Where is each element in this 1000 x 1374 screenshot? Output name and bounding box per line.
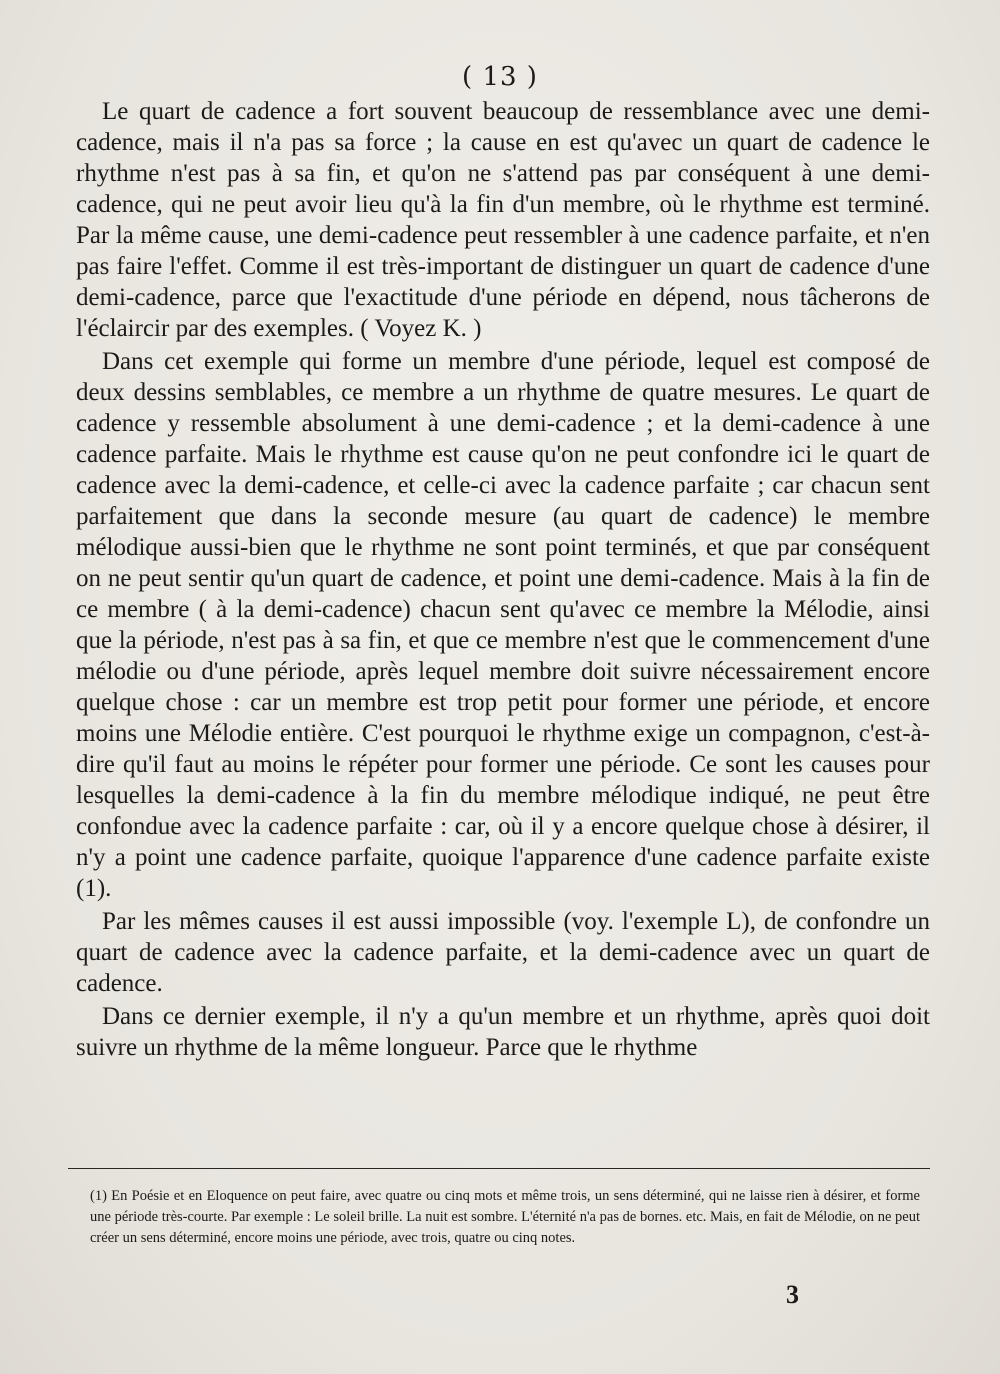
paragraph-4: Dans ce dernier exemple, il n'y a qu'un membre et un rhythme, après quoi doit suivre un rhythme de la même longueur. Parce que le rhythme: [76, 1003, 930, 1061]
body-text: [76, 96, 930, 1063]
footnote: (1) En Poésie et en Eloquence on peut faire, avec quatre ou cinq mots et même trois, un sens déterminé, qui ne laisse rien à désirer, et forme une période très-courte. Par exemple : Le soleil brille. La nuit est sombre. L'éternité n'a pas de bornes. etc. Mais, en fait de Mélodie, on ne peut créer un sens déterminé, encore moins une période, avec trois, quatre ou cinq notes.: [90, 1188, 920, 1246]
paragraph-2: Dans cet exemple qui forme un membre d'une période, lequel est composé de deux dessins semblables, ce membre a un rhythme de quatre mesures. Le quart de cadence y ressemble absolument à une demi-cadence ; et la demi-cadence à une cadence parfaite. Mais le rhythme est cause qu'on ne peut confondre ici le quart de cadence avec la demi-cadence, et celle-ci avec la cadence parfaite ; car chacun sent parfaitement que dans la seconde mesure (au quart de cadence) le membre mélodique aussi-bien que le rhythme ne sont point terminés, et que par conséquent on ne peut sentir qu'un quart de cadence, et point une demi-cadence. Mais à la fin de ce membre ( à la demi-cadence) chacun sent qu'avec ce membre la Mélodie, ainsi que la période, n'est pas à sa fin, et que ce membre n'est que le commencement d'une mélodie ou d'une période, après lequel membre doit suivre nécessairement encore quelque chose : car un membre est trop petit pour former une période, et encore moins une Mélodie entière. C'est pourquoi le rhythme exige un compagnon, c'est-à-dire qu'il faut au moins le répéter pour former une période. Ce sont les causes pour lesquelles la demi-cadence à la fin du membre mélodique indiqué, ne peut être confondue avec la cadence parfaite : car, où il y a encore quelque chose à désirer, il n'y a point une cadence parfaite, quoique l'apparence d'une cadence parfaite existe (1).: [76, 348, 930, 902]
signature-mark: 3: [786, 1280, 799, 1309]
page-number: ( 13 ): [462, 62, 538, 92]
paragraph-3: Par les mêmes causes il est aussi impossible (voy. l'exemple L), de confondre un quart de cadence avec la cadence parfaite, et la demi-cadence avec un quart de cadence.: [76, 908, 930, 997]
footnote-divider: [68, 1168, 930, 1169]
paragraph-1: Le quart de cadence a fort souvent beaucoup de ressemblance avec une demi-cadence, mais il n'a pas sa force ; la cause en est qu'avec un quart de cadence le rhythme n'est pas à sa fin, et qu'on ne s'attend pas par conséquent à une demi-cadence, qui ne peut avoir lieu qu'à la fin d'un membre, où le rhythme est terminé. Par la même cause, une demi-cadence peut ressembler à une cadence parfaite, et n'en pas faire l'effet. Comme il est très-important de distinguer un quart de cadence d'une demi-cadence, parce que l'exactitude d'une période en dépend, nous tâcherons de l'éclaircir par des exemples. ( Voyez K. ): [76, 98, 930, 342]
